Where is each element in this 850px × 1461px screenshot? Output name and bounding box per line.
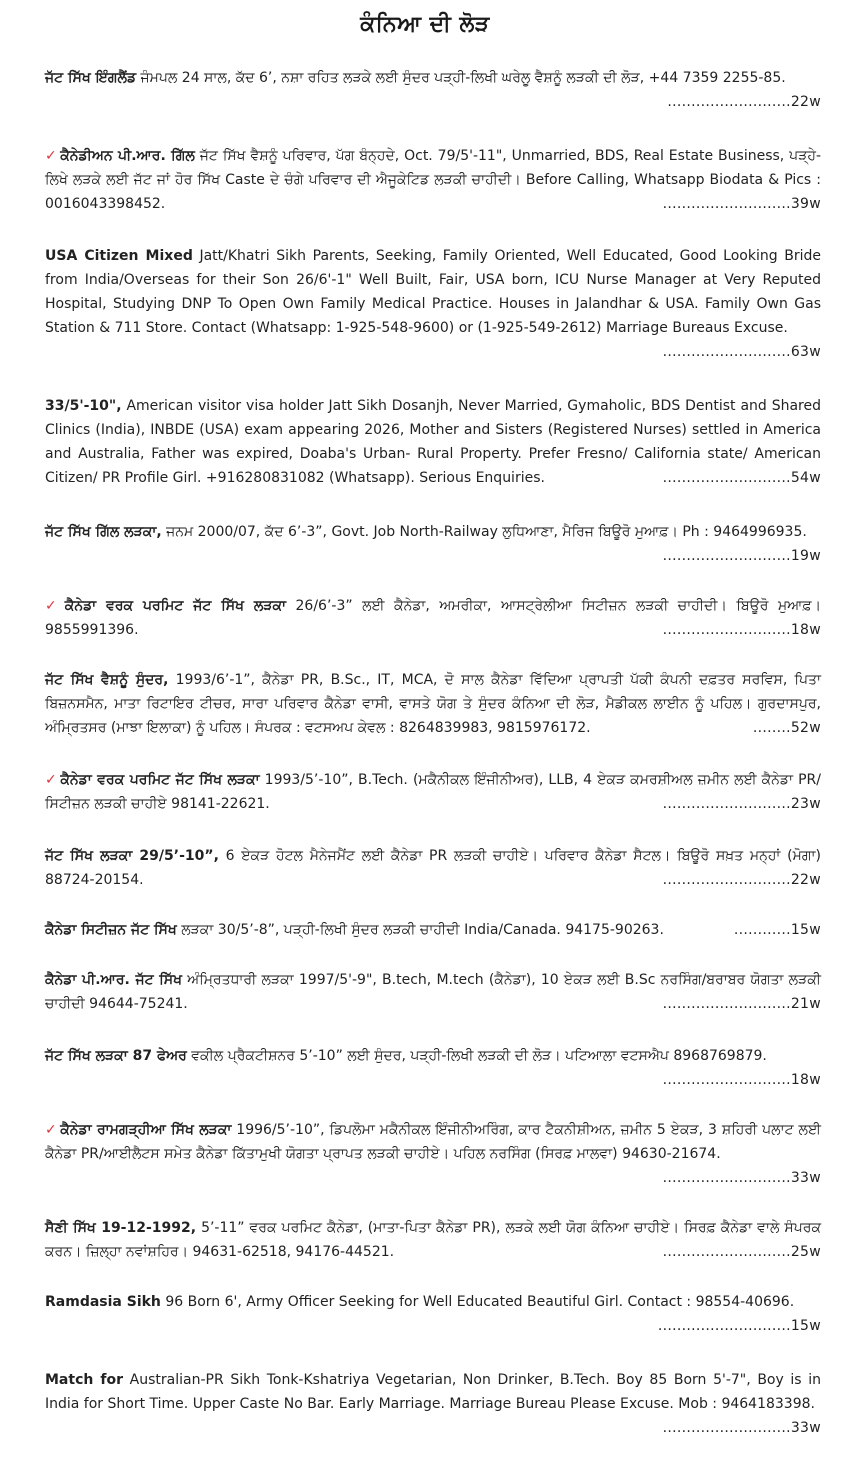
ad-body: Australian-PR Sikh Tonk-Kshatriya Vegetarian, Non Drinker, B.Tech. Boy 85 Born 5'-7", Boy is in India for Short Time. Upper Caste No Bar. Early Marriage. Marriage Bureau Please Excuse. Mob : 9464183398.	[45, 1372, 821, 1412]
ad-3	[45, 244, 821, 364]
ad-body: ਜੱਟ ਸਿੱਖ ਵੈਸ਼ਨੂੰ ਪਰਿਵਾਰ, ਪੱਗ ਬੰਨ੍ਹਦੇ, Oct. 79/5'-11", Unmarried, BDS, Real Estate Business, ਪੜ੍ਹੇ-ਲਿਖੇ ਲੜਕੇ ਲਈ ਜੱਟ ਜਾਂ ਹੋਰ ਸਿੱਖ Caste ਦੇ ਚੰਗੇ ਪਰਿਵਾਰ ਦੀ ਐਜੂਕੇਟਿਡ ਲੜਕੀ ਚਾਹੀਦੀ। Before Calling, Whatsapp Biodata & Pics : 0016043398452.	[45, 148, 821, 212]
ad-code: ...........................18w	[662, 1072, 821, 1088]
ad-body: ਵਕੀਲ ਪ੍ਰੈਕਟੀਸ਼ਨਰ 5’-10” ਲਈ ਸੁੰਦਰ, ਪੜ੍ਹੀ-ਲਿਖੀ ਲੜਕੀ ਦੀ ਲੋੜ। ਪਟਿਆਲਾ ਵਟਸਐਪ 8968769879.	[186, 1048, 767, 1064]
ad-9	[45, 844, 821, 892]
ad-code: ........52w	[752, 720, 821, 736]
ad-13	[45, 1118, 821, 1190]
ad-body: 1993/5’-10”, B.Tech. (ਮਕੈਨੀਕਲ ਇੰਜੀਨੀਅਰ), LLB, 4 ਏਕੜ ਕਮਰਸ਼ੀਅਲ ਜ਼ਮੀਨ ਲਈ ਕੈਨੇਡਾ PR/ਸਿਟੀਜ਼ਨ ਲੜਕੀ ਚਾਹੀਏ 98141-22621.	[45, 772, 821, 812]
ad-15	[45, 1290, 821, 1338]
check-mark-icon: ✓	[45, 772, 58, 788]
ad-lead: ਜੱਟ ਸਿੱਖ ਵੈਸ਼ਨੂੰ ਸੁੰਦਰ,	[45, 672, 169, 688]
ad-4	[45, 394, 821, 490]
ad-body: ਅੰਮ੍ਰਿਤਧਾਰੀ ਲੜਕਾ 1997/5'-9", B.tech, M.tech (ਕੈਨੇਡਾ), 10 ਏਕੜ ਲਈ B.Sc ਨਰਸਿੰਗ/ਬਰਾਬਰ ਯੋਗਤਾ ਲੜਕੀ ਚਾਹੀਦੀ 94644-75241.	[45, 972, 821, 1012]
ad-code: ...........................54w	[662, 470, 821, 486]
ad-1	[45, 66, 821, 114]
ad-lead: Ramdasia Sikh	[45, 1294, 161, 1310]
ad-body: 5’-11” ਵਰਕ ਪਰਮਿਟ ਕੈਨੇਡਾ, (ਮਾਤਾ-ਪਿਤਾ ਕੈਨੇਡਾ PR), ਲੜਕੇ ਲਈ ਯੋਗ ਕੰਨਿਆ ਚਾਹੀਏ। ਸਿਰਫ਼ ਕੈਨੇਡਾ ਵਾਲੇ ਸੰਪਰਕ ਕਰਨ। ਜ਼ਿਲ੍ਹਾ ਨਵਾਂਸ਼ਹਿਰ। 94631-62518, 94176-44521.	[45, 1220, 821, 1260]
ad-lead: Match for	[45, 1372, 124, 1388]
ad-14	[45, 1216, 821, 1264]
ad-code: ...........................33w	[662, 1420, 821, 1436]
ad-12	[45, 1044, 821, 1092]
ad-body: American visitor visa holder Jatt Sikh Dosanjh, Never Married, Gymaholic, BDS Dentist and Shared Clinics (India), INBDE (USA) exam appearing 2026, Mother and Sisters (Registered Nurses) settled in America and Australia, Father was expired, Doaba's Urban- Rural Property. Prefer Fresno/ California state/ American Citizen/ PR Profile Girl. +916280831082 (Whatsapp). Serious Enquiries.	[45, 398, 821, 486]
ad-5	[45, 520, 821, 568]
ad-body: ਲੜਕਾ 30/5’-8”, ਪੜ੍ਹੀ-ਲਿਖੀ ਸੁੰਦਰ ਲੜਕੀ ਚਾਹੀਦੀ India/Canada. 94175-90263.	[176, 922, 664, 938]
ad-code: ...........................33w	[662, 1170, 821, 1186]
ad-11	[45, 968, 821, 1016]
ad-lead: ਜੱਟ ਸਿੱਖ ਲੜਕਾ 87 ਫੇਅਰ	[45, 1048, 187, 1064]
ad-lead: ਕੈਨੇਡਾ ਵਰਕ ਪਰਮਿਟ ਜੱਟ ਸਿੱਖ ਲੜਕਾ	[60, 772, 260, 788]
ad-lead: ਸੈਣੀ ਸਿੱਖ 19-12-1992,	[45, 1220, 197, 1236]
ad-body: 6 ਏਕੜ ਹੋਟਲ ਮੈਨੇਜਮੈਂਟ ਲਈ ਕੈਨੇਡਾ PR ਲੜਕੀ ਚਾਹੀਏ। ਪਰਿਵਾਰ ਕੈਨੇਡਾ ਸੈਟਲ। ਬਿਊਰੋ ਸਖ਼ਤ ਮਨ੍ਹਾਂ (ਮੋਗਾ) 88724-20154.	[45, 848, 821, 888]
ad-16	[45, 1368, 821, 1440]
ad-lead: ਜੱਟ ਸਿੱਖ ਲੜਕਾ 29/5’-10”,	[45, 848, 219, 864]
ad-body: 26/6’-3” ਲਈ ਕੈਨੇਡਾ, ਅਮਰੀਕਾ, ਆਸਟ੍ਰੇਲੀਆ ਸਿਟੀਜ਼ਨ ਲੜਕੀ ਚਾਹੀਦੀ। ਬਿਊਰੋ ਮੁਆਫ਼। 9855991396.	[45, 598, 822, 638]
ad-code: ...........................23w	[662, 796, 821, 812]
ad-body: 96 Born 6', Army Officer Seeking for Well Educated Beautiful Girl. Contact : 98554-40696.	[160, 1294, 795, 1310]
ad-code: ...........................63w	[662, 344, 821, 360]
ad-body: Jatt/Khatri Sikh Parents, Seeking, Family Oriented, Well Educated, Good Looking Bride from India/Overseas for their Son 26/6'-1" Well Built, Fair, USA born, ICU Nurse Manager at Very Reputed Hospital, Studying DNP To Open Own Family Medical Practice. Houses in Jalandhar & USA. Family Own Gas Station & 711 Store. Contact (Whatsapp: 1-925-548-9600) or (1-925-549-2612) Marriage Bureaus Excuse.	[45, 248, 821, 336]
ad-code: ...........................39w	[662, 196, 821, 212]
ad-body: 1993/6’-1”, ਕੈਨੇਡਾ PR, B.Sc., IT, MCA, ਦੋ ਸਾਲ ਕੈਨੇਡਾ ਵਿੱਦਿਆ ਪ੍ਰਾਪਤੀ ਪੱਕੀ ਕੰਪਨੀ ਦਫ਼ਤਰ ਸਰਵਿਸ, ਪਿਤਾ ਬਿਜ਼ਨਸਮੈਨ, ਮਾਤਾ ਰਿਟਾਇਰ ਟੀਚਰ, ਸਾਰਾ ਪਰਿਵਾਰ ਕੈਨੇਡਾ ਵਾਸੀ, ਵਾਸਤੇ ਯੋਗ ਤੇ ਸੁੰਦਰ ਕੰਨਿਆ ਦੀ ਲੋੜ, ਮੈਡੀਕਲ ਲਾਈਨ ਨੂੰ ਪਹਿਲ। ਗੁਰਦਾਸਪੁਰ, ਅੰਮ੍ਰਿਤਸਰ (ਮਾਝਾ ਇਲਾਕਾ) ਨੂੰ ਪਹਿਲ। ਸੰਪਰਕ : ਵਟਸਅਪ ਕੇਵਲ : 8264839983, 9815976172.	[45, 672, 821, 736]
check-mark-icon: ✓	[45, 598, 62, 614]
ad-lead: ਕੈਨੇਡੀਅਨ ਪੀ.ਆਰ. ਗਿੱਲ	[60, 148, 195, 164]
ad-body: ਜਨਮ 2000/07, ਕੱਦ 6’-3”, Govt. Job North-Railway ਲੁਧਿਆਣਾ, ਮੈਰਿਜ ਬਿਊਰੋ ਮੁਆਫ਼। Ph : 9464996935.	[161, 524, 807, 540]
ad-7	[45, 668, 821, 740]
ad-code: ...........................22w	[662, 872, 821, 888]
ad-body: 1996/5’-10”, ਡਿਪਲੋਮਾ ਮਕੈਨੀਕਲ ਇੰਜੀਨੀਅਰਿੰਗ, ਕਾਰ ਟੈਕਨੀਸ਼ੀਅਨ, ਜ਼ਮੀਨ 5 ਏਕੜ, 3 ਸ਼ਹਿਰੀ ਪਲਾਟ ਲਈ ਕੈਨੇਡਾ PR/ਆਈਲੈਟਸ ਸਮੇਤ ਕੈਨੇਡਾ ਕਿੱਤਾਮੁਖੀ ਯੋਗਤਾ ਪ੍ਰਾਪਤ ਲੜਕੀ ਚਾਹੀਏ। ਪਹਿਲ ਨਰਸਿੰਗ (ਸਿਰਫ਼ ਮਾਲਵਾ) 94630-21674.	[45, 1122, 822, 1162]
ad-2	[45, 144, 821, 216]
ad-code: ............15w	[733, 922, 821, 938]
ad-code: ...........................18w	[662, 622, 821, 638]
ad-lead: 33/5'-10",	[45, 398, 122, 414]
check-mark-icon: ✓	[45, 1122, 58, 1138]
ad-10	[45, 918, 821, 942]
ad-lead: ਕੈਨੇਡਾ ਪੀ.ਆਰ. ਜੱਟ ਸਿੱਖ	[45, 972, 182, 988]
ad-code: ...........................25w	[662, 1244, 821, 1260]
ad-8	[45, 768, 821, 816]
ad-lead: ਕੈਨੇਡਾ ਸਿਟੀਜ਼ਨ ਜੱਟ ਸਿੱਖ	[45, 922, 177, 938]
ad-code: ............................15w	[657, 1318, 821, 1334]
ad-code: ..........................22w	[667, 94, 821, 110]
page-title: ਕੰਨਿਆ ਦੀ ਲੋੜ	[360, 12, 490, 37]
ad-lead: ਜੱਟ ਸਿੱਖ ਗਿੱਲ ਲੜਕਾ,	[45, 524, 162, 540]
ad-lead: ਜੱਟ ਸਿੱਖ ਇੰਗਲੈਂਡ	[45, 70, 137, 86]
ad-lead: ਕੈਨੇਡਾ ਰਾਮਗੜ੍ਹੀਆ ਸਿੱਖ ਲੜਕਾ	[60, 1122, 232, 1138]
ad-lead: ਕੈਨੇਡਾ ਵਰਕ ਪਰਮਿਟ ਜੱਟ ਸਿੱਖ ਲੜਕਾ	[64, 598, 287, 614]
ad-lead: USA Citizen Mixed	[45, 248, 193, 264]
check-mark-icon: ✓	[45, 148, 58, 164]
ad-code: ...........................21w	[662, 996, 821, 1012]
ad-6	[45, 594, 821, 642]
ad-body: ਜੰਮਪਲ 24 ਸਾਲ, ਕੱਦ 6’, ਨਸ਼ਾ ਰਹਿਤ ਲੜਕੇ ਲਈ ਸੁੰਦਰ ਪੜ੍ਹੀ-ਲਿਖੀ ਘਰੇਲੂ ਵੈਸ਼ਨੂੰ ਲੜਕੀ ਦੀ ਲੋੜ, +44 7359 2255-85.	[136, 70, 786, 86]
ad-code: ...........................19w	[662, 548, 821, 564]
